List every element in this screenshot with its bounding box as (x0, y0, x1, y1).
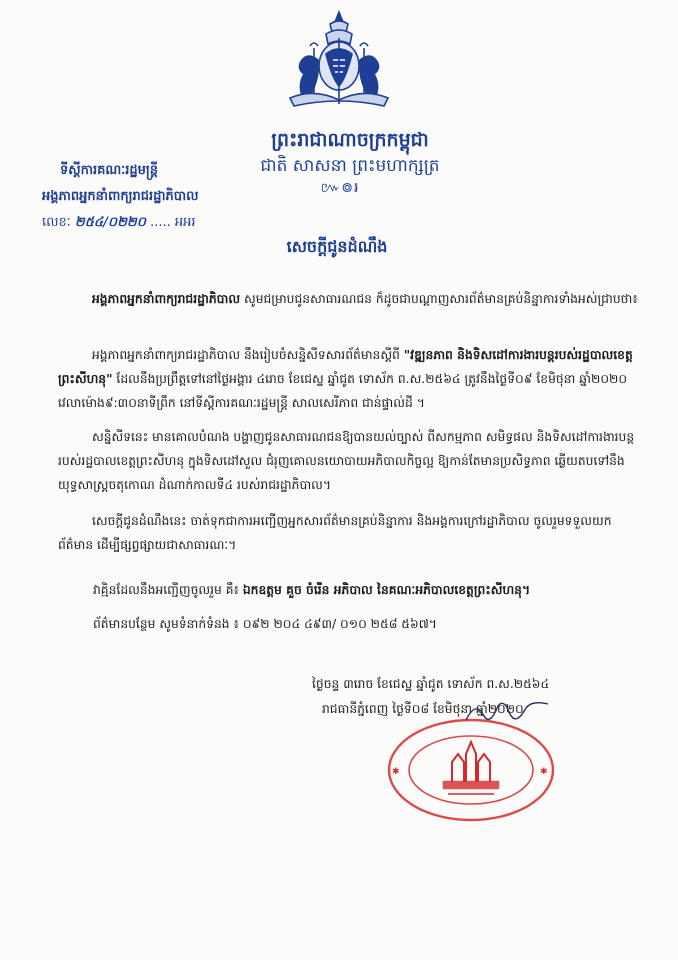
intro-text: សូមជម្រាបជូនសាធារណជន ក៏ដូចជាបណ្តាញសារព័ត៌មានគ្រប់និន្នាការទាំងអស់ជ្រាបថា៖ (240, 292, 638, 306)
lunar-date: ថ្ងៃចន្ទ ៣រោច ខែជេស្ឋ ឆ្នាំជូត ទោស័ក ព.ស.២៥៦៤ (312, 677, 550, 691)
speaker-label: វាគ្មិនដែលនឹងអញ្ជើញចូលរួម គឺ៖ (93, 583, 243, 597)
reference-label: លេខៈ (42, 215, 71, 230)
paragraph-invitation: សេចក្តីជូនដំណឹងនេះ ចាត់ទុកជាការអញ្ជើញអ្នកសារព័ត៌មានគ្រប់និន្នាការ និងអង្គការក្រៅរដ្ឋាភិបាល ចូលរួមទទួលយកព័ត៌មាន ដើម្បីផ្សព្វផ្សាយជាសាធារណៈ។ (58, 514, 612, 552)
paragraph-speaker (93, 578, 653, 602)
national-motto: ជាតិ សាសនា ព្រះមហាក្សត្រ (260, 156, 440, 176)
ornament-glyphs: ៚៙៛ (320, 180, 360, 196)
svg-text:✱: ✱ (540, 767, 548, 777)
conference-text-a: អង្គភាពអ្នកនាំពាក្យរាជរដ្ឋាភិបាល នឹងរៀបចំសន្និសីទសារព័ត៌មានស្តីពី (92, 348, 404, 362)
solar-date: រាជធានីភ្នំពេញ ថ្ងៃទី០៨ ខែមិថុនា ឆ្នាំ២០២០ (322, 702, 524, 716)
svg-text:✱: ✱ (392, 767, 400, 777)
conference-topic: "វឌ្ឍនភាព និងទិសដៅការងារបន្តរបស់រដ្ឋបាលខេត្តព្រះសីហនុ" (58, 348, 633, 386)
reference-suffix: ..... អអរ (150, 215, 196, 230)
paragraph-intro (58, 287, 640, 311)
conference-text-b: ដែលនឹងប្រព្រឹត្តទៅនៅថ្ងៃអង្គារ ៤រោច ខែជេស្ឋ ឆ្នាំជូត ទោស័ក ព.ស.២៥៦៤ ត្រូវនឹងថ្ងៃទី០៩ ខែមិថុនា ឆ្នាំ២០២០ វេលាម៉ោង៩:៣០នាទីព្រឹក នៅទីស្តីការគណៈរដ្ឋមន្ត្រី សាលសេរីភាព ជាន់ផ្ទាល់ដី ។ (58, 372, 628, 410)
paragraph-contact: ព័ត៌មានបន្ថែម សូមទំនាក់ទំនង ៖ ០៩២ ២០៤ ៤៩៣/ ០១០ ២៥៨ ៥៦៧។ (93, 617, 437, 631)
kingdom-heading: ព្រះរាជាណាចក្រកម្ពុជា (271, 129, 429, 151)
signature-mark (462, 696, 552, 728)
paragraph-purpose: សន្និសីទនេះ មានគោលបំណង បង្ហាញជូនសាធារណជនឱ្យបានយល់ច្បាស់ ពីសកម្មភាព សមិទ្ធផល និងទិសដៅការងារបន្ត របស់រដ្ឋបាលខេត្តព្រះសីហនុ ក្នុងទិសដៅសួល ជំរុញគោលនយោបាយអភិបាលកិច្ចល្អ ឱ្យកាន់តែមានប្រសិទ្ធភាព ឆ្លើយតបទៅនឹងយុទ្ធសាស្ត្រចតុកោណ ដំណាក់កាលទី៤ របស់រាជរដ្ឋាភិបាល។ (58, 430, 635, 492)
royal-coat-of-arms-emblem (280, 8, 398, 112)
reference-number (42, 214, 196, 233)
document-title: សេចក្តីជូនដំណឹង (286, 237, 388, 256)
unit-name: អង្គភាពអ្នកនាំពាក្យរាជរដ្ឋាភិបាល (42, 189, 199, 204)
paragraph-conference (58, 343, 640, 415)
intro-bold-unit: អង្គភាពអ្នកនាំពាក្យរាជរដ្ឋាភិបាល (92, 292, 241, 306)
speaker-name: ឯកឧត្តម គួច ចំរើន អភិបាល នៃគណៈអភិបាលខេត្តព្រះសីហនុ។ (242, 583, 531, 597)
ministry-name: ទីស្តីការគណៈរដ្ឋមន្ត្រី (60, 163, 158, 178)
official-seal-stamp (386, 716, 556, 824)
reference-handwritten-number: ២៥៤/០២២០ (74, 215, 146, 230)
